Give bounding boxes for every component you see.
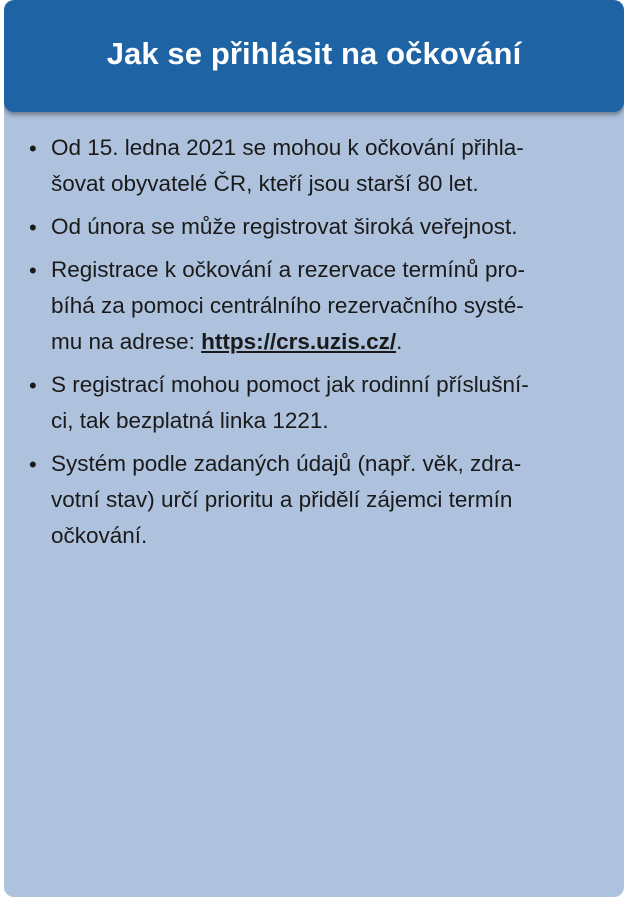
registration-link[interactable]: https://crs.uzis.cz/ bbox=[201, 329, 397, 354]
bullet-list bbox=[24, 130, 599, 561]
list-item bbox=[24, 367, 599, 439]
item-text-line: bíhá za pomoci centrálního rezervačního systé- bbox=[51, 293, 524, 318]
bullet-icon: • bbox=[29, 373, 37, 398]
list-item bbox=[24, 209, 599, 245]
item-text-line: očkování. bbox=[51, 523, 148, 548]
list-item bbox=[24, 252, 599, 360]
item-text-line: ci, tak bezplatná linka 1221. bbox=[51, 408, 329, 433]
link-prefix-text: mu na adrese: bbox=[51, 329, 202, 354]
bullet-icon: • bbox=[29, 452, 37, 477]
item-text-line: Registrace k očkování a rezervace termínů pro- bbox=[51, 257, 525, 282]
link-suffix-text: . bbox=[396, 329, 403, 354]
bullet-icon: • bbox=[29, 258, 37, 283]
bullet-icon: • bbox=[29, 215, 37, 240]
item-text-line: šovat obyvatelé ČR, kteří jsou starší 80 let. bbox=[51, 171, 479, 196]
item-text-line: S registrací mohou pomoct jak rodinní příslušní- bbox=[51, 372, 529, 397]
list-item bbox=[24, 130, 599, 202]
item-text-line: Od února se může registrovat široká veřejnost. bbox=[51, 214, 518, 239]
card-title: Jak se přihlásit na očkování bbox=[106, 36, 522, 71]
item-text-line: votní stav) určí prioritu a přidělí zájemci termín bbox=[51, 487, 513, 512]
item-text-line: Systém podle zadaných údajů (např. věk, zdra- bbox=[51, 451, 522, 476]
info-card bbox=[4, 0, 624, 897]
list-item bbox=[24, 446, 599, 554]
bullet-icon: • bbox=[29, 136, 37, 161]
item-text-line-with-link bbox=[51, 324, 599, 360]
item-text-line: Od 15. ledna 2021 se mohou k očkování přihla- bbox=[51, 135, 524, 160]
card-header bbox=[4, 0, 624, 112]
